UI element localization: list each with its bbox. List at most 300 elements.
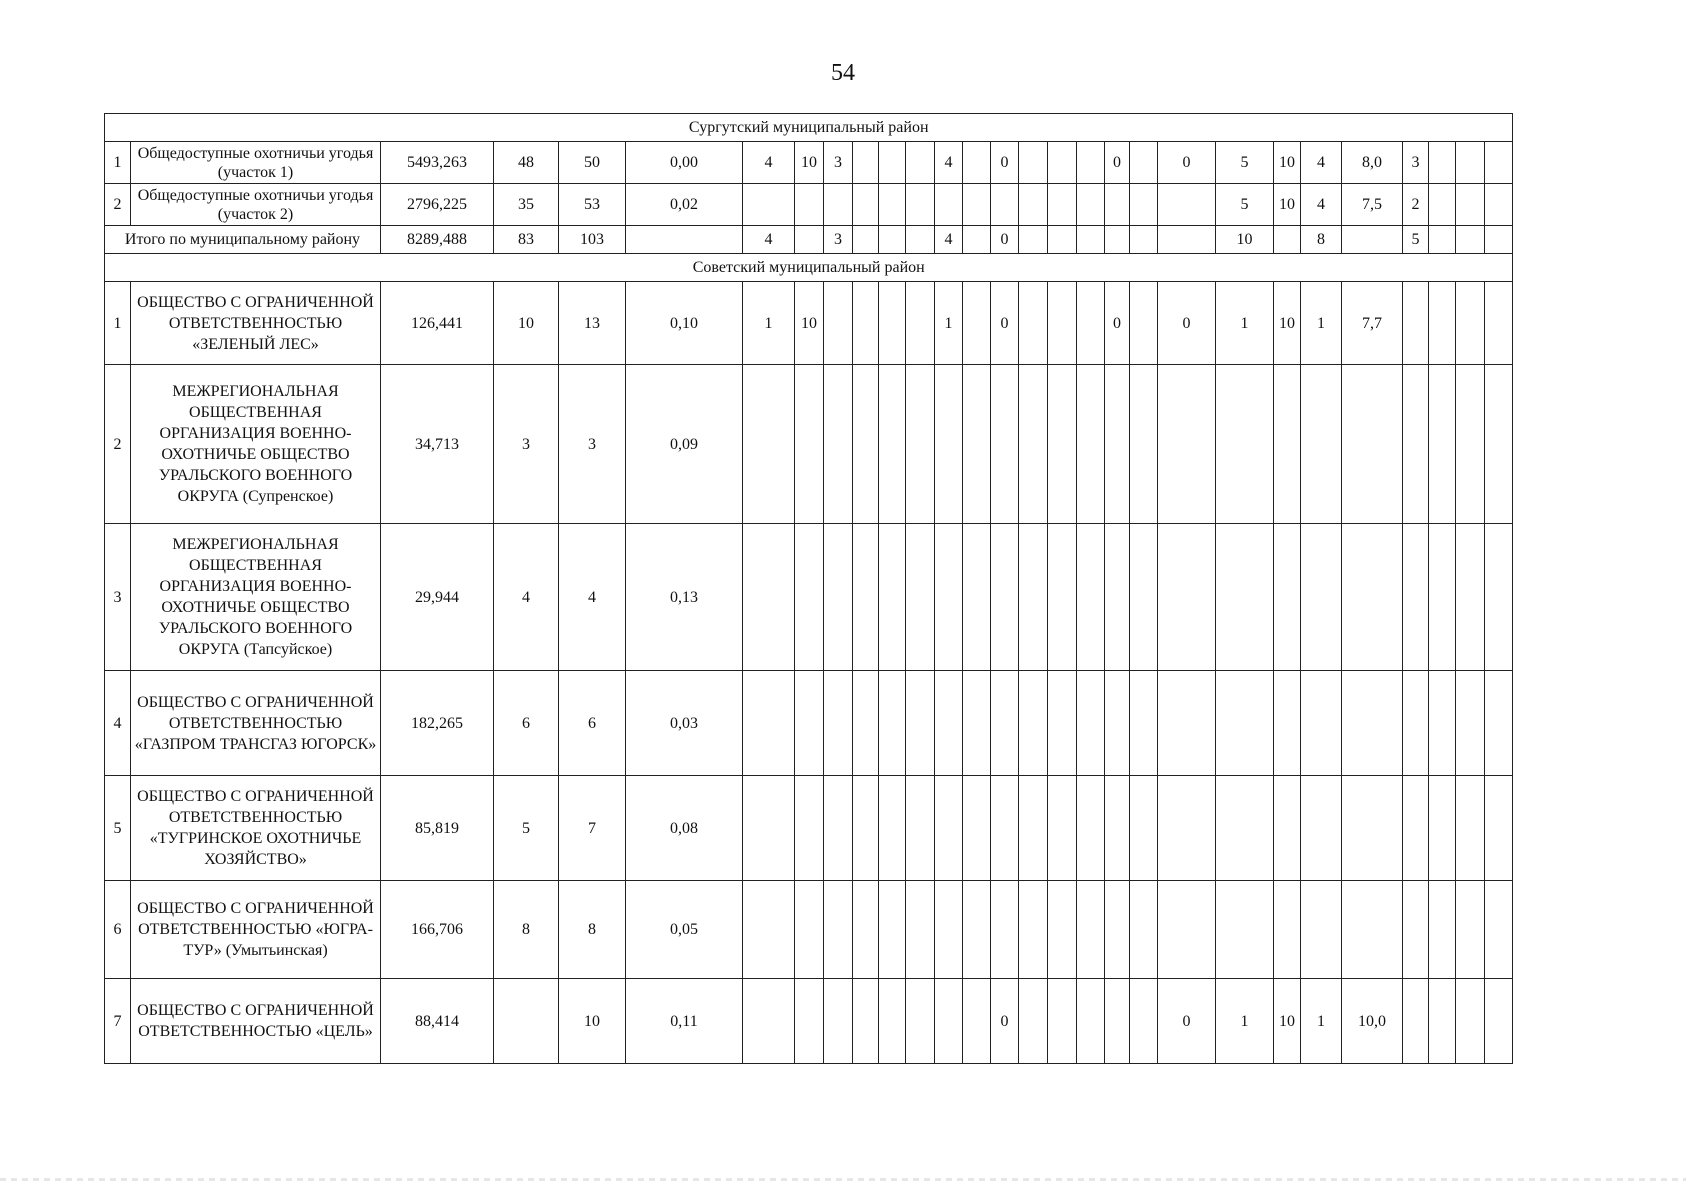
total-cell bbox=[1019, 226, 1048, 254]
data-cell: 1 bbox=[935, 282, 963, 365]
data-cell bbox=[935, 184, 963, 226]
data-cell bbox=[824, 282, 853, 365]
data-cell bbox=[824, 184, 853, 226]
table-row bbox=[105, 524, 1513, 671]
data-cell bbox=[1216, 881, 1274, 979]
total-cell: 3 bbox=[824, 226, 853, 254]
total-cell: 83 bbox=[494, 226, 559, 254]
organization-name: МЕЖРЕГИОНАЛЬНАЯ ОБЩЕСТВЕННАЯ ОРГАНИЗАЦИЯ ВОЕННО-ОХОТНИЧЬЕ ОБЩЕСТВО УРАЛЬСКОГО ВОЕННОГО ОКРУГА (Тапсуйское) bbox=[131, 524, 381, 671]
data-cell bbox=[963, 524, 991, 671]
row-number: 2 bbox=[105, 365, 131, 524]
data-cell bbox=[906, 282, 935, 365]
data-cell bbox=[879, 184, 906, 226]
data-cell bbox=[1077, 671, 1105, 776]
table-row bbox=[105, 671, 1513, 776]
data-cell bbox=[1019, 524, 1048, 671]
data-cell bbox=[1485, 365, 1513, 524]
data-cell: 6 bbox=[494, 671, 559, 776]
data-cell bbox=[1158, 776, 1216, 881]
data-cell: 126,441 bbox=[381, 282, 494, 365]
data-cell bbox=[1429, 282, 1456, 365]
table-row bbox=[105, 184, 1513, 226]
data-cell bbox=[1274, 776, 1301, 881]
data-cell: 8,0 bbox=[1342, 142, 1403, 184]
data-cell bbox=[991, 776, 1019, 881]
data-cell: 4 bbox=[1301, 142, 1342, 184]
data-cell bbox=[1429, 184, 1456, 226]
data-cell bbox=[1048, 671, 1077, 776]
data-cell bbox=[879, 881, 906, 979]
data-cell bbox=[1342, 881, 1403, 979]
data-cell bbox=[743, 184, 795, 226]
row-number: 7 bbox=[105, 979, 131, 1064]
data-cell bbox=[1019, 282, 1048, 365]
data-cell bbox=[1456, 979, 1485, 1064]
data-cell: 50 bbox=[559, 142, 626, 184]
data-cell: 1 bbox=[1216, 979, 1274, 1064]
data-cell bbox=[1429, 671, 1456, 776]
data-cell: 85,819 bbox=[381, 776, 494, 881]
data-cell bbox=[1158, 524, 1216, 671]
data-cell bbox=[879, 524, 906, 671]
row-number: 3 bbox=[105, 524, 131, 671]
data-cell bbox=[1342, 776, 1403, 881]
table-row bbox=[105, 979, 1513, 1064]
row-number: 1 bbox=[105, 142, 131, 184]
organization-name: ОБЩЕСТВО С ОГРАНИЧЕННОЙ ОТВЕТСТВЕННОСТЬЮ «ТУГРИНСКОЕ ОХОТНИЧЬЕ ХОЗЯЙСТВО» bbox=[131, 776, 381, 881]
table-row bbox=[105, 142, 1513, 184]
data-cell bbox=[1077, 184, 1105, 226]
data-cell bbox=[1105, 365, 1130, 524]
data-cell: 34,713 bbox=[381, 365, 494, 524]
total-cell: 10 bbox=[1216, 226, 1274, 254]
table-row bbox=[105, 881, 1513, 979]
data-cell: 10 bbox=[1274, 184, 1301, 226]
table-row bbox=[105, 776, 1513, 881]
data-cell bbox=[824, 881, 853, 979]
data-cell: 1 bbox=[1301, 979, 1342, 1064]
data-cell bbox=[1403, 365, 1429, 524]
data-cell bbox=[1456, 184, 1485, 226]
data-cell: 29,944 bbox=[381, 524, 494, 671]
data-cell bbox=[824, 776, 853, 881]
data-cell bbox=[795, 979, 824, 1064]
row-number: 5 bbox=[105, 776, 131, 881]
data-cell: 0,11 bbox=[626, 979, 743, 1064]
data-cell: 0,05 bbox=[626, 881, 743, 979]
data-cell bbox=[1456, 365, 1485, 524]
data-cell: 0 bbox=[1158, 979, 1216, 1064]
data-cell bbox=[1301, 671, 1342, 776]
district-header-row bbox=[105, 254, 1513, 282]
data-cell: 35 bbox=[494, 184, 559, 226]
data-cell bbox=[879, 142, 906, 184]
data-cell bbox=[1077, 979, 1105, 1064]
data-cell: 3 bbox=[1403, 142, 1429, 184]
data-cell bbox=[1077, 142, 1105, 184]
data-cell: 10 bbox=[795, 142, 824, 184]
data-cell bbox=[824, 671, 853, 776]
data-cell bbox=[991, 184, 1019, 226]
data-cell bbox=[1485, 282, 1513, 365]
data-cell bbox=[1130, 776, 1158, 881]
data-cell bbox=[1429, 776, 1456, 881]
data-cell bbox=[1048, 184, 1077, 226]
data-cell: 4 bbox=[494, 524, 559, 671]
total-cell bbox=[1105, 226, 1130, 254]
data-cell bbox=[1485, 184, 1513, 226]
data-cell bbox=[935, 671, 963, 776]
data-cell bbox=[1301, 776, 1342, 881]
data-cell bbox=[935, 979, 963, 1064]
data-cell: 6 bbox=[559, 671, 626, 776]
data-cell bbox=[1130, 365, 1158, 524]
data-cell bbox=[906, 979, 935, 1064]
table-body bbox=[105, 114, 1513, 1064]
data-cell: 5493,263 bbox=[381, 142, 494, 184]
data-cell bbox=[1301, 881, 1342, 979]
data-cell bbox=[1105, 671, 1130, 776]
data-cell bbox=[1485, 881, 1513, 979]
data-cell bbox=[1301, 524, 1342, 671]
data-cell bbox=[1048, 979, 1077, 1064]
total-cell bbox=[1429, 226, 1456, 254]
data-cell bbox=[1485, 142, 1513, 184]
data-cell: 4 bbox=[1301, 184, 1342, 226]
data-cell bbox=[963, 671, 991, 776]
data-cell bbox=[1105, 979, 1130, 1064]
data-cell bbox=[1342, 671, 1403, 776]
data-cell bbox=[991, 524, 1019, 671]
data-cell bbox=[1456, 881, 1485, 979]
total-cell bbox=[795, 226, 824, 254]
data-cell bbox=[935, 881, 963, 979]
total-row bbox=[105, 226, 1513, 254]
data-cell: 10 bbox=[1274, 282, 1301, 365]
data-cell bbox=[853, 776, 879, 881]
data-cell bbox=[1158, 184, 1216, 226]
data-cell: 0,13 bbox=[626, 524, 743, 671]
data-cell bbox=[1019, 979, 1048, 1064]
organization-name: Общедоступные охотничьи угодья (участок 1) bbox=[131, 142, 381, 184]
data-cell: 8 bbox=[494, 881, 559, 979]
organization-name: Общедоступные охотничьи угодья (участок 2) bbox=[131, 184, 381, 226]
data-cell bbox=[1429, 881, 1456, 979]
district-title: Советский муниципальный район bbox=[105, 254, 1513, 282]
data-cell: 1 bbox=[743, 282, 795, 365]
data-cell bbox=[935, 776, 963, 881]
data-cell: 0 bbox=[1105, 282, 1130, 365]
data-cell bbox=[906, 524, 935, 671]
data-cell bbox=[879, 365, 906, 524]
data-cell: 7,7 bbox=[1342, 282, 1403, 365]
total-cell bbox=[1485, 226, 1513, 254]
data-cell: 8 bbox=[559, 881, 626, 979]
total-cell: 8289,488 bbox=[381, 226, 494, 254]
data-cell bbox=[743, 979, 795, 1064]
data-cell: 0 bbox=[1158, 282, 1216, 365]
data-cell: 10 bbox=[1274, 979, 1301, 1064]
data-cell bbox=[853, 142, 879, 184]
data-cell bbox=[853, 671, 879, 776]
data-cell bbox=[1429, 979, 1456, 1064]
total-cell bbox=[1158, 226, 1216, 254]
data-cell bbox=[853, 365, 879, 524]
scan-noise-line bbox=[0, 1178, 1686, 1181]
data-cell bbox=[906, 142, 935, 184]
total-cell bbox=[879, 226, 906, 254]
data-cell bbox=[1130, 881, 1158, 979]
data-cell: 0,02 bbox=[626, 184, 743, 226]
data-cell bbox=[1130, 184, 1158, 226]
data-cell bbox=[1077, 524, 1105, 671]
data-cell bbox=[795, 776, 824, 881]
data-cell bbox=[853, 184, 879, 226]
data-cell bbox=[1456, 671, 1485, 776]
data-cell bbox=[1403, 776, 1429, 881]
total-cell bbox=[1456, 226, 1485, 254]
data-cell: 5 bbox=[1216, 142, 1274, 184]
data-cell bbox=[1403, 979, 1429, 1064]
data-cell bbox=[963, 979, 991, 1064]
data-cell bbox=[906, 776, 935, 881]
data-cell: 0 bbox=[1105, 142, 1130, 184]
data-cell: 3 bbox=[824, 142, 853, 184]
table-row bbox=[105, 365, 1513, 524]
data-cell bbox=[853, 524, 879, 671]
total-label: Итого по муниципальному району bbox=[105, 226, 381, 254]
data-cell bbox=[1274, 365, 1301, 524]
data-cell bbox=[853, 979, 879, 1064]
data-cell bbox=[963, 282, 991, 365]
data-cell: 88,414 bbox=[381, 979, 494, 1064]
total-cell: 103 bbox=[559, 226, 626, 254]
data-cell bbox=[879, 776, 906, 881]
data-cell bbox=[1048, 881, 1077, 979]
data-cell: 7 bbox=[559, 776, 626, 881]
data-cell bbox=[879, 979, 906, 1064]
total-cell bbox=[1048, 226, 1077, 254]
total-cell bbox=[1130, 226, 1158, 254]
data-cell: 1 bbox=[1301, 282, 1342, 365]
data-cell bbox=[935, 524, 963, 671]
data-cell bbox=[1048, 365, 1077, 524]
total-cell bbox=[1342, 226, 1403, 254]
total-cell bbox=[963, 226, 991, 254]
data-cell bbox=[963, 142, 991, 184]
data-cell: 2 bbox=[1403, 184, 1429, 226]
data-cell bbox=[991, 881, 1019, 979]
data-cell: 53 bbox=[559, 184, 626, 226]
row-number: 4 bbox=[105, 671, 131, 776]
total-cell: 4 bbox=[935, 226, 963, 254]
data-cell bbox=[743, 776, 795, 881]
data-cell bbox=[1077, 365, 1105, 524]
data-cell: 0 bbox=[1158, 142, 1216, 184]
total-cell bbox=[906, 226, 935, 254]
data-cell bbox=[1403, 282, 1429, 365]
data-cell bbox=[1301, 365, 1342, 524]
data-cell bbox=[1158, 671, 1216, 776]
data-cell bbox=[1216, 365, 1274, 524]
data-cell bbox=[1216, 671, 1274, 776]
data-cell bbox=[963, 365, 991, 524]
data-cell: 3 bbox=[559, 365, 626, 524]
data-cell bbox=[1456, 524, 1485, 671]
data-cell bbox=[1403, 524, 1429, 671]
data-cell bbox=[1048, 282, 1077, 365]
data-cell bbox=[1456, 282, 1485, 365]
data-table bbox=[104, 113, 1513, 1064]
data-cell bbox=[1429, 142, 1456, 184]
total-cell bbox=[853, 226, 879, 254]
data-cell: 0 bbox=[991, 142, 1019, 184]
organization-name: ОБЩЕСТВО С ОГРАНИЧЕННОЙ ОТВЕТСТВЕННОСТЬЮ «ЦЕЛЬ» bbox=[131, 979, 381, 1064]
data-cell bbox=[1019, 184, 1048, 226]
data-cell: 0,00 bbox=[626, 142, 743, 184]
data-cell: 10 bbox=[795, 282, 824, 365]
page-number: 54 bbox=[831, 60, 855, 86]
data-cell: 5 bbox=[1216, 184, 1274, 226]
total-cell: 0 bbox=[991, 226, 1019, 254]
data-cell bbox=[1019, 365, 1048, 524]
data-cell bbox=[743, 671, 795, 776]
data-cell: 10 bbox=[1274, 142, 1301, 184]
data-cell: 10,0 bbox=[1342, 979, 1403, 1064]
data-cell: 10 bbox=[559, 979, 626, 1064]
data-cell bbox=[1130, 282, 1158, 365]
total-cell bbox=[626, 226, 743, 254]
data-cell bbox=[1130, 142, 1158, 184]
data-cell bbox=[795, 524, 824, 671]
data-cell: 13 bbox=[559, 282, 626, 365]
data-cell bbox=[1216, 776, 1274, 881]
data-cell bbox=[906, 184, 935, 226]
data-cell bbox=[1077, 776, 1105, 881]
data-cell bbox=[1130, 979, 1158, 1064]
data-cell: 4 bbox=[559, 524, 626, 671]
data-cell bbox=[1342, 524, 1403, 671]
data-cell bbox=[1048, 776, 1077, 881]
data-cell bbox=[743, 524, 795, 671]
data-cell bbox=[1429, 524, 1456, 671]
data-cell bbox=[1105, 881, 1130, 979]
total-cell bbox=[1077, 226, 1105, 254]
data-cell bbox=[906, 881, 935, 979]
data-cell bbox=[1403, 671, 1429, 776]
data-cell bbox=[1158, 365, 1216, 524]
data-cell bbox=[1274, 881, 1301, 979]
data-cell bbox=[824, 979, 853, 1064]
data-cell bbox=[795, 184, 824, 226]
data-cell bbox=[853, 881, 879, 979]
data-cell bbox=[963, 776, 991, 881]
data-cell bbox=[1019, 142, 1048, 184]
data-cell bbox=[1130, 524, 1158, 671]
data-cell: 0,03 bbox=[626, 671, 743, 776]
total-cell bbox=[1274, 226, 1301, 254]
data-cell bbox=[1456, 776, 1485, 881]
data-cell: 3 bbox=[494, 365, 559, 524]
data-cell: 166,706 bbox=[381, 881, 494, 979]
data-cell bbox=[991, 365, 1019, 524]
data-cell bbox=[1485, 671, 1513, 776]
data-cell bbox=[1485, 776, 1513, 881]
data-cell bbox=[1216, 524, 1274, 671]
data-cell bbox=[1274, 524, 1301, 671]
data-cell bbox=[963, 184, 991, 226]
data-cell bbox=[743, 365, 795, 524]
row-number: 2 bbox=[105, 184, 131, 226]
district-title: Сургутский муниципальный район bbox=[105, 114, 1513, 142]
data-cell: 4 bbox=[743, 142, 795, 184]
data-cell: 0 bbox=[991, 979, 1019, 1064]
data-cell bbox=[1130, 671, 1158, 776]
data-cell: 4 bbox=[935, 142, 963, 184]
data-cell: 182,265 bbox=[381, 671, 494, 776]
data-cell bbox=[743, 881, 795, 979]
district-header-row bbox=[105, 114, 1513, 142]
row-number: 1 bbox=[105, 282, 131, 365]
data-cell bbox=[1456, 142, 1485, 184]
data-cell bbox=[1158, 881, 1216, 979]
data-cell bbox=[1485, 979, 1513, 1064]
data-cell bbox=[824, 365, 853, 524]
data-cell bbox=[1105, 776, 1130, 881]
data-cell: 10 bbox=[494, 282, 559, 365]
data-cell: 1 bbox=[1216, 282, 1274, 365]
data-cell bbox=[795, 881, 824, 979]
total-cell: 4 bbox=[743, 226, 795, 254]
data-cell bbox=[1105, 184, 1130, 226]
data-cell: 0,09 bbox=[626, 365, 743, 524]
data-cell: 5 bbox=[494, 776, 559, 881]
data-cell bbox=[1077, 282, 1105, 365]
data-cell bbox=[935, 365, 963, 524]
data-cell bbox=[795, 365, 824, 524]
data-cell bbox=[1048, 524, 1077, 671]
data-cell bbox=[1485, 524, 1513, 671]
data-cell bbox=[879, 282, 906, 365]
data-cell bbox=[991, 671, 1019, 776]
data-cell: 0 bbox=[991, 282, 1019, 365]
data-cell: 48 bbox=[494, 142, 559, 184]
data-cell bbox=[853, 282, 879, 365]
data-cell bbox=[1019, 881, 1048, 979]
data-cell bbox=[1429, 365, 1456, 524]
total-cell: 8 bbox=[1301, 226, 1342, 254]
data-cell bbox=[906, 671, 935, 776]
data-cell bbox=[963, 881, 991, 979]
organization-name: МЕЖРЕГИОНАЛЬНАЯ ОБЩЕСТВЕННАЯ ОРГАНИЗАЦИЯ ВОЕННО-ОХОТНИЧЬЕ ОБЩЕСТВО УРАЛЬСКОГО ВОЕННОГО ОКРУГА (Супренское) bbox=[131, 365, 381, 524]
data-cell: 0,08 bbox=[626, 776, 743, 881]
data-cell: 0,10 bbox=[626, 282, 743, 365]
data-cell: 7,5 bbox=[1342, 184, 1403, 226]
data-cell bbox=[1019, 671, 1048, 776]
data-cell bbox=[906, 365, 935, 524]
organization-name: ОБЩЕСТВО С ОГРАНИЧЕННОЙ ОТВЕТСТВЕННОСТЬЮ «ЗЕЛЕНЫЙ ЛЕС» bbox=[131, 282, 381, 365]
data-cell bbox=[1077, 881, 1105, 979]
data-cell bbox=[879, 671, 906, 776]
row-number: 6 bbox=[105, 881, 131, 979]
data-cell bbox=[824, 524, 853, 671]
data-cell bbox=[1019, 776, 1048, 881]
data-cell bbox=[494, 979, 559, 1064]
data-cell bbox=[1048, 142, 1077, 184]
total-cell: 5 bbox=[1403, 226, 1429, 254]
data-cell bbox=[1105, 524, 1130, 671]
data-cell bbox=[1274, 671, 1301, 776]
